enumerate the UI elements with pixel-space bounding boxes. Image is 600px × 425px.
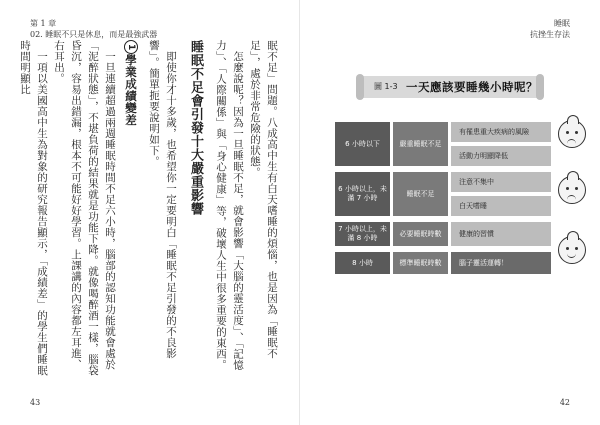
paragraph: 怎麼說呢？因為一旦睡眠不足，就會影響「大腦的靈活度」、「記憶力」、「人際關係」與「身心健康」等，破壞人生中很多重要的東西。 — [215, 40, 244, 371]
worried-face-icon — [558, 120, 586, 148]
running-header-right — [530, 18, 570, 40]
hours-cell: 7 小時以上，未滿 8 小時 — [335, 222, 390, 246]
happy-face-icon — [558, 236, 586, 264]
page-number-left: 43 — [30, 398, 41, 407]
hours-cell: 8 小時 — [335, 252, 390, 274]
status-cell: 標準睡眠時數 — [393, 252, 448, 274]
effect-cell: 活動力明顯降低 — [451, 146, 551, 166]
figure-banner — [360, 76, 540, 98]
header-line-1: 睡眠 — [554, 19, 570, 28]
section-heading: 睡眠不足會引發十大嚴重影響 — [188, 40, 203, 216]
figure-number: 圖 1-3 — [374, 82, 398, 91]
chapter-label: 第 1 章 — [30, 19, 57, 28]
running-header-left — [30, 18, 157, 40]
effect-cell: 健康的習慣 — [451, 222, 551, 246]
paragraph: 一項以美國高中生為對象的研究報告顯示，「成績差」的學生們睡眠時間明顯比 — [19, 40, 48, 376]
paragraph: 即使你才十多歲，也希望你一定要明白「睡眠不足引發的不良影響」。簡單扼要說明如下。 — [148, 40, 177, 359]
paragraph: 一旦連續超過兩週睡眠時間不足六小時，腦部的認知功能就會處於「泥醉狀態」，不堪負荷的結果就是功能下降。就像喝醉酒一樣，腦袋昏沉，容易出錯漏，根本不可能好好學習。上課講的內容都左耳進、右耳出。 — [53, 40, 116, 376]
subsection-heading — [122, 40, 139, 380]
status-cell: 睡眠不足 — [393, 172, 448, 216]
table-row — [335, 172, 550, 216]
table-row — [335, 252, 550, 274]
vertical-body-text — [19, 40, 280, 380]
tired-face-icon — [558, 176, 586, 204]
effect-cell: 注意不集中 — [451, 172, 551, 192]
table-row — [335, 122, 550, 166]
table-row — [335, 222, 550, 246]
effect-cell: 有罹患重大疾病的風險 — [451, 122, 551, 142]
sleep-hours-table — [335, 122, 550, 280]
section-title: 02. 睡眠不只是休息，而是最強武器 — [30, 30, 158, 39]
hours-cell: 6 小時以上，未滿 7 小時 — [335, 172, 390, 216]
hours-cell: 6 小時以下 — [335, 122, 390, 166]
paragraph: 眠不足」問題。八成高中生有白天嗜睡的煩惱，也是因為「睡眠不足」，處於非常危險的狀態。 — [249, 40, 278, 359]
figure-title: 一天應該要睡幾小時呢？ — [406, 80, 538, 94]
effect-cell: 白天嗜睡 — [451, 196, 551, 216]
number-circle: 1 — [124, 40, 138, 54]
right-page — [300, 0, 600, 425]
page-number-right: 42 — [559, 398, 570, 407]
effect-cell: 腦子靈活運轉！ — [451, 252, 551, 274]
scroll-left-icon — [356, 74, 364, 100]
status-cell: 必要睡眠時數 — [393, 222, 448, 246]
subsection-title: 學業成績變差 — [124, 54, 138, 126]
header-line-2: 抗挫生存法 — [530, 30, 570, 39]
status-cell: 嚴重睡眠不足 — [393, 122, 448, 166]
